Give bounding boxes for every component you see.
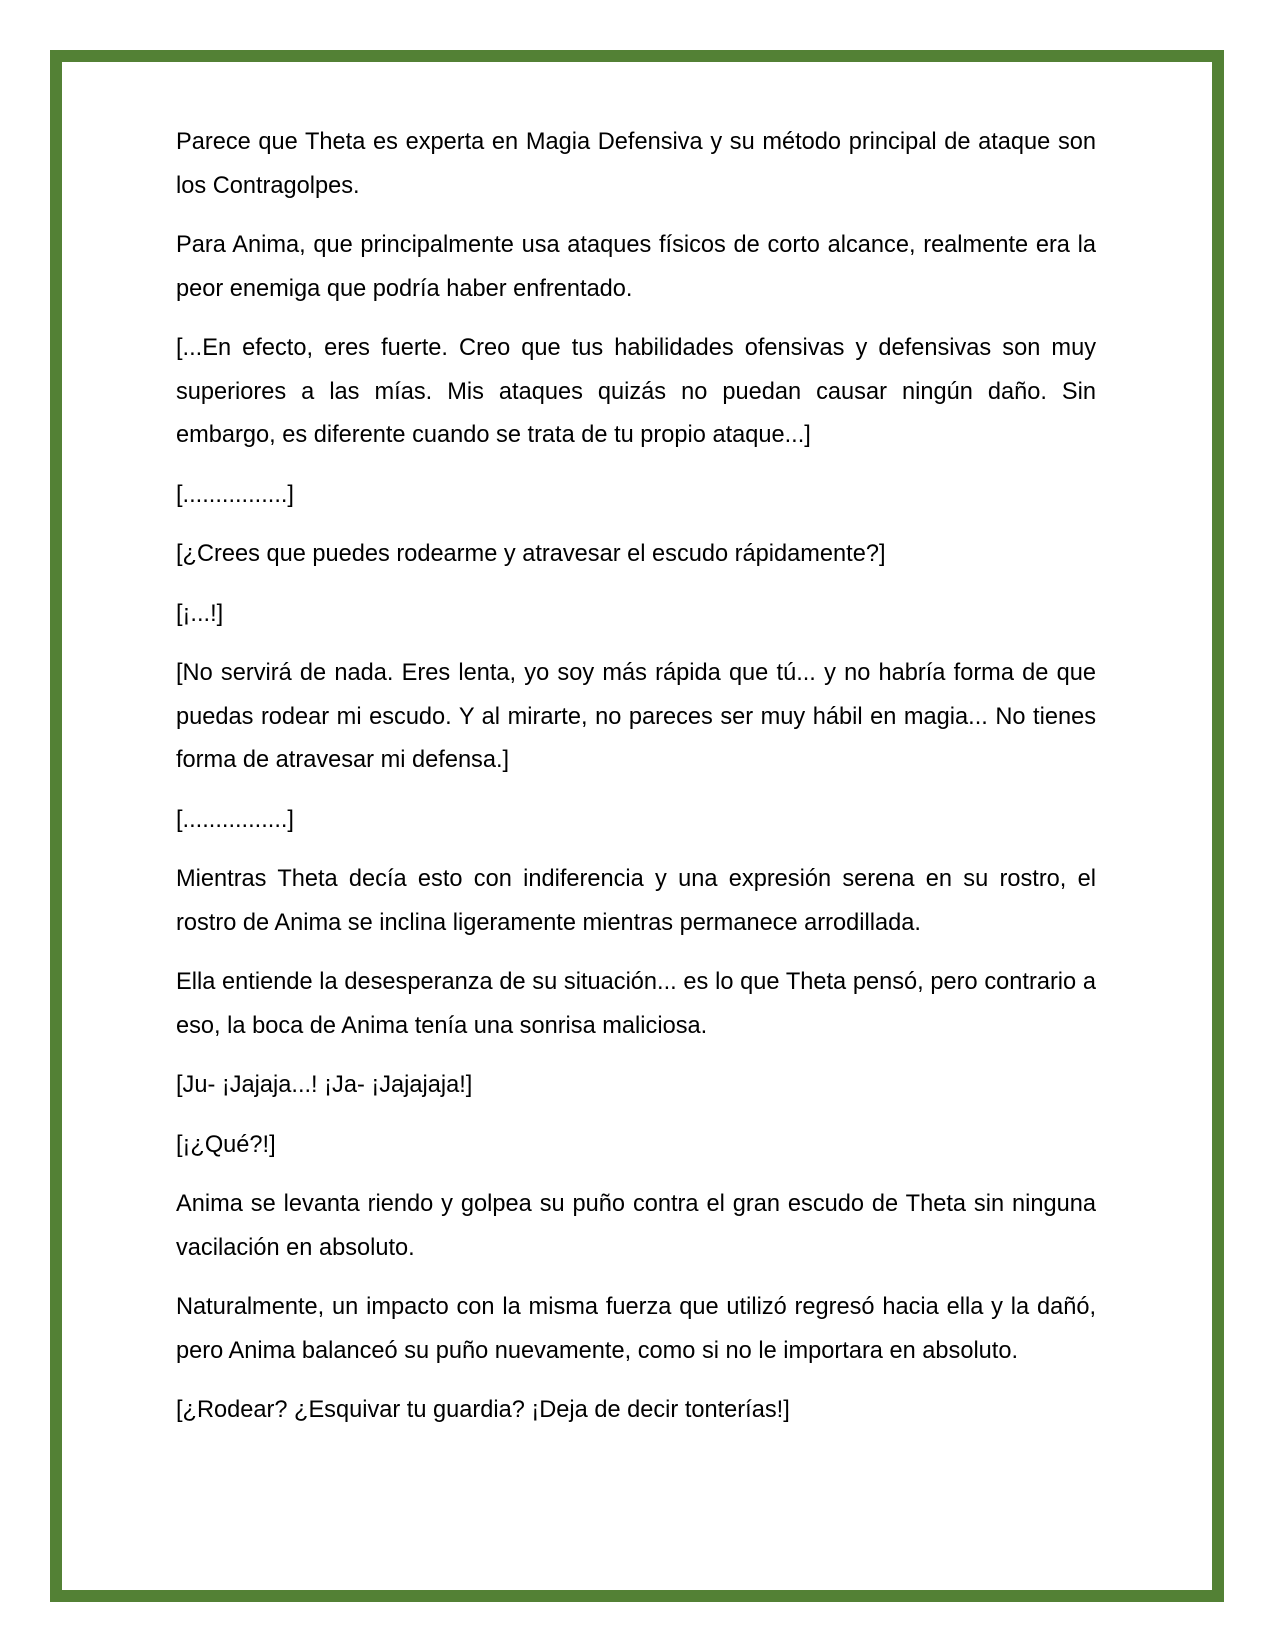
paragraph: [¡¿Qué?!] — [176, 1131, 276, 1158]
paragraph: Anima se levanta riendo y golpea su puño contra el gran escudo de Theta sin ninguna vacilación en absoluto. — [176, 1191, 1096, 1261]
paragraph: [¿Rodear? ¿Esquivar tu guardia? ¡Deja de decir tonterías!] — [176, 1397, 790, 1423]
paragraph: Para Anima, que principalmente usa ataques físicos de corto alcance, realmente era la peor enemiga que podría haber enfrentado. — [176, 232, 1096, 302]
paragraph: [¿Crees que puedes rodearme y atravesar el escudo rápidamente?] — [176, 541, 886, 567]
paragraph: Ella entiende la desesperanza de su situación... es lo que Theta pensó, pero contrario a eso, la boca de Anima tenía una sonrisa maliciosa. — [176, 969, 1096, 1039]
document-body — [176, 121, 1096, 1449]
paragraph: [Ju- ¡Jajaja...! ¡Ja- ¡Jajajaja!] — [176, 1072, 473, 1098]
paragraph: [................] — [176, 481, 294, 508]
paragraph: [¡...!] — [176, 600, 224, 627]
paragraph: Naturalmente, un impacto con la misma fuerza que utilizó regresó hacia ella y la dañó, pero Anima balanceó su puño nuevamente, como si no le importara en absoluto. — [176, 1294, 1096, 1364]
paragraph: [................] — [176, 806, 294, 833]
paragraph: Mientras Theta decía esto con indiferencia y una expresión serena en su rostro, el rostro de Anima se inclina ligeramente mientras permanece arrodillada. — [176, 866, 1096, 936]
paragraph: [No servirá de nada. Eres lenta, yo soy más rápida que tú... y no habría forma de que puedas rodear mi escudo. Y al mirarte, no pareces ser muy hábil en magia... No tienes forma de atravesar mi defensa.] — [176, 660, 1096, 773]
paragraph: Parece que Theta es experta en Magia Defensiva y su método principal de ataque son los Contragolpes. — [176, 129, 1096, 199]
paragraph: [...En efecto, eres fuerte. Creo que tus habilidades ofensivas y defensivas son muy superiores a las mías. Mis ataques quizás no puedan causar ningún daño. Sin embargo, es diferente cuando se trata de tu propio ataque...] — [176, 335, 1096, 448]
